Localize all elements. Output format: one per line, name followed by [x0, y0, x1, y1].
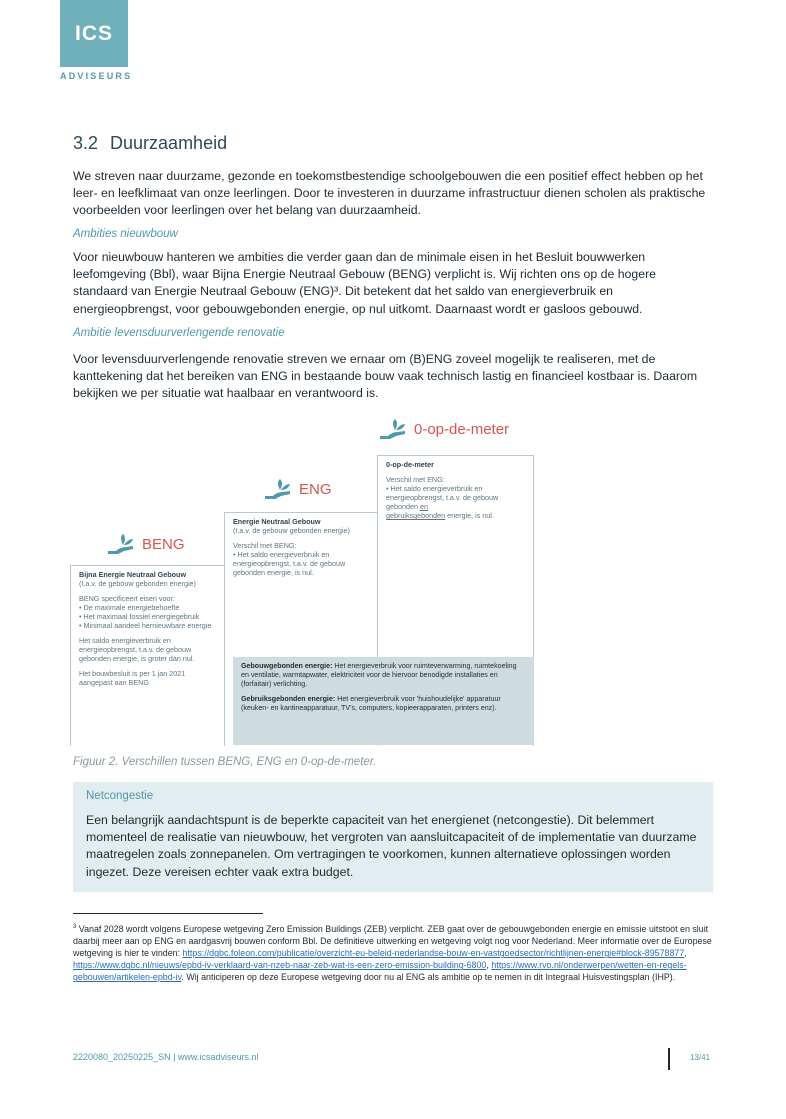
- section-heading: [73, 133, 227, 154]
- subheading-nieuwbouw: Ambities nieuwbouw: [73, 228, 178, 240]
- ics-logo: [60, 0, 128, 67]
- definition-text: Het energieverbruik voor 'huishoudelijke' apparatuur (keuken- en kantineapparatuur, TV's, computers, kopieerapparaten, printers enz).: [241, 694, 501, 712]
- col-zero-title: 0-op-de-meter: [386, 460, 434, 469]
- footer-reference: 2220080_20250225_SN | www.icsadviseurs.nl: [73, 1052, 259, 1062]
- figure-caption: Figuur 2. Verschillen tussen BENG, ENG en 0-op-de-meter.: [73, 756, 377, 768]
- footnote-separator: ,: [684, 948, 687, 959]
- footnote-mark: 3: [73, 924, 77, 930]
- stage-eng: [263, 478, 332, 500]
- footnote-divider: [73, 913, 263, 914]
- bullet-underline: gebruiksgebonden: [386, 511, 446, 520]
- bullet-text: Het saldo energieverbruik en energieopbrengst, t.a.v. de gebouw gebonden energie, is nul.: [233, 550, 346, 577]
- col-eng-bullet: • Het saldo energieverbruik en energieopbrengst, t.a.v. de gebouw gebonden energie, is nul.: [233, 550, 346, 577]
- beng-eng-figure: [70, 415, 536, 745]
- bullet-text: energie, is nul.: [445, 511, 494, 520]
- stage-eng-label: ENG: [299, 480, 332, 498]
- col-beng-subtitle: (t.a.v. de gebouw gebonden energie): [79, 579, 196, 588]
- netcongestie-box: [73, 782, 713, 892]
- footnote: [73, 921, 718, 983]
- hand-plant-icon: [106, 533, 136, 555]
- page-number: 13/41: [690, 1053, 711, 1062]
- col-beng-bullet: • Het maximaal fossiel energiegebruik: [79, 612, 200, 621]
- col-zero-bullet: • Het saldo energieverbruik en energieopbrengst, t.a.v. de gebouw gebonden en gebruiksgebonden energie, is nul.: [386, 484, 499, 520]
- bullet-text: Het maximaal fossiel energiegebruik: [83, 612, 200, 621]
- section-number: 3.2: [73, 133, 99, 153]
- box-text: Een belangrijk aandachtspunt is de beperkte capaciteit van het energienet (netcongestie). Dit belemmert momenteel de realisatie van nieuwbouw, het vergroten van aansluitcapaciteit of de implementatie van duurzame maatregelen zoals zonnepanelen. Om vertragingen te voorkomen, kunnen alternatieve oplossingen worden ingezet. Deze vereisen echter vaak extra budget.: [86, 813, 697, 879]
- footnote-link-dgbc-nieuws[interactable]: https://www.dgbc.nl/nieuws/epbd-iv-verklaard-van-nzeb-naar-zeb-wat-is-een-zero-emission-building-6800: [73, 960, 487, 971]
- col-eng-subtitle: (t.a.v. de gebouw gebonden energie): [233, 526, 350, 535]
- bullet-text: De maximale energiebehoefte: [83, 603, 180, 612]
- col-beng-bullet: • Minimaal aandeel hernieuwbare energie: [79, 621, 212, 630]
- footnote-link-dgbc-foleon[interactable]: https://dgbc.foleon.com/publicatie/overzicht-eu-beleid-nederlandse-bouw-en-vastgoedsector/richtlijnen-energie#block-89578877: [182, 948, 685, 959]
- logo-mark: ICS: [74, 21, 113, 45]
- col-eng-diff: Verschil met BENG:: [233, 541, 297, 550]
- stage-zero-label: 0-op-de-meter: [414, 420, 510, 438]
- nieuwbouw-paragraph: Voor nieuwbouw hanteren we ambities die verder gaan dan de minimale eisen in het Besluit bouwwerken leefomgeving (Bbl), waar Bijna Energie Neutraal Gebouw (BENG) verplicht is. Wij richten ons op de hogere standaard van Energie Neutraal Gebouw (ENG)³. Dit betekent dat het saldo van energieverbruik en energieopbrengst, voor gebouwgebonden energie, op nul uitkomt. Daarnaast wordt er gasloos gebouwd.: [73, 250, 657, 316]
- definition-term: Gebouwgebonden energie:: [241, 662, 333, 670]
- bullet-text: Het saldo energieverbruik en energieopbrengst, t.a.v. de gebouw gebonden: [386, 484, 499, 511]
- col-beng-title: Bijna Energie Neutraal Gebouw: [79, 570, 187, 579]
- footnote-separator: ,: [486, 960, 492, 971]
- definition-term: Gebruiksgebonden energie:: [241, 694, 336, 703]
- gebouwgebonden-definition: [241, 662, 526, 690]
- col-beng-saldo: Het saldo energieverbruik en energieopbrengst, t.a.v. de gebouw gebonden energie, is groter dan nul.: [79, 636, 195, 663]
- footnote-text: Vanaf 2028 wordt volgens Europese wetgeving Zero Emission Buildings (ZEB) verplicht. ZEB gaat over de gebouwgebonden energie en emissie uitstoot en sluit daarbij meer aan op ENG en aardgasvrij bouwen conform Bbl. De definitieve uitwerking en wetgeving volgt nog voor Nederland. Meer informatie over de Europese wetgeving is hier te vinden:: [73, 923, 712, 959]
- hand-plant-icon: [263, 478, 293, 500]
- col-beng-law: Het bouwbesluit is per 1 jan 2021 aangepast aan BENG: [79, 669, 186, 687]
- col-zero-diff: Verschil met ENG:: [386, 475, 445, 484]
- col-beng-bullet: • De maximale energiebehoefte: [79, 603, 180, 612]
- footnote-text: . Wij anticiperen op deze Europese wetgeving door nu al ENG als ambitie op te nemen in dit Integraal Huisvestingsplan (IHP).: [181, 972, 676, 983]
- bullet-underline: en: [419, 502, 428, 511]
- logo-subtitle: ADVISEURS: [60, 71, 133, 81]
- bullet-text: Minimaal aandeel hernieuwbare energie: [83, 621, 212, 630]
- box-title: Netcongestie: [86, 790, 154, 802]
- stage-beng: [106, 533, 185, 555]
- renovatie-paragraph: Voor levensduurverlengende renovatie streven we ernaar om (B)ENG zoveel mogelijk te realiseren, met de kanttekening dat het bereiken van ENG in bestaande bouw vaak technisch lastig en financieel kostbaar is. Daarom bekijken we per situatie wat haalbaar en verantwoord is.: [73, 352, 698, 401]
- column-beng: [70, 565, 226, 746]
- intro-paragraph: We streven naar duurzame, gezonde en toekomstbestendige schoolgebouwen die een positief effect hebben op het leer- en leefklimaat van onze leerlingen. Door te investeren in duurzame infrastructuur dienen scholen als praktische voorbeelden voor leerlingen over het belang van duurzaamheid.: [73, 169, 706, 218]
- gebruiksgebonden-definition: [241, 695, 526, 713]
- footer-divider: [668, 1048, 670, 1070]
- definition-text: Het energieverbruik voor ruimteverwarming, ruimtekoeling en ventilatie, warmtapwater, elektriciteit voor de hiervoor benodigde installaties en (forfaitair) verlichting.: [241, 662, 517, 689]
- energy-definitions-band: [233, 657, 534, 745]
- stage-zero: [378, 418, 509, 440]
- section-title: Duurzaamheid: [110, 133, 228, 153]
- subheading-renovatie: Ambitie levensduurverlengende renovatie: [73, 327, 285, 339]
- footnote-link-rvo[interactable]: https://www.rvo.nl/onderwerpen/wetten-en-regels-gebouwen/artikelen-epbd-iv: [73, 960, 687, 983]
- hand-plant-icon: [378, 418, 408, 440]
- col-beng-spec: BENG specificeert eisen voor:: [79, 594, 175, 603]
- stage-beng-label: BENG: [142, 535, 185, 553]
- col-eng-title: Energie Neutraal Gebouw: [233, 517, 321, 526]
